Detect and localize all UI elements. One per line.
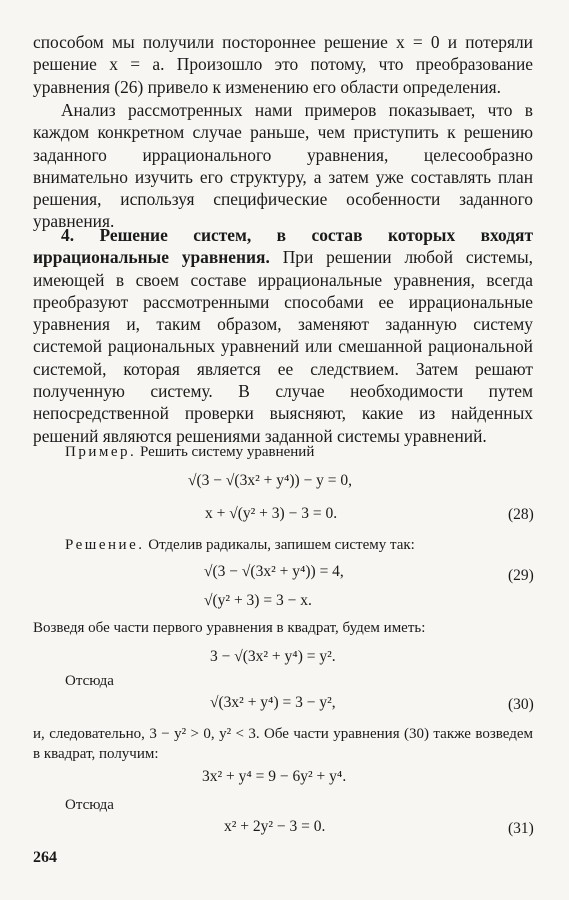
equation-29-line-2: √(y² + 3) = 3 − x. bbox=[204, 592, 312, 609]
example-line bbox=[65, 442, 314, 462]
equation-28-line-1: √(3 − √(3x² + y⁴)) − y = 0, bbox=[188, 472, 353, 489]
solution-line bbox=[65, 535, 415, 555]
equation-30: √(3x² + y⁴) = 3 − y², bbox=[210, 694, 336, 711]
text-square: Возведя обе части первого уравнения в квадрат, будем иметь: bbox=[33, 620, 426, 636]
equation-expand: 3x² + y⁴ = 9 − 6y² + y⁴. bbox=[202, 768, 347, 785]
paragraph-1: способом мы получили постороннее решение x = 0 и потеряли решение x = a. Произошло это потому, что преобразование уравнения (26) привело к изменению его области определения. bbox=[33, 32, 533, 97]
solution-label: Решение. bbox=[65, 537, 145, 553]
equation-29-line-1: √(3 − √(3x² + y⁴)) = 4, bbox=[204, 563, 344, 580]
text-otsyuda-1: Отсюда bbox=[65, 673, 114, 689]
equation-30-number: (30) bbox=[508, 696, 534, 713]
equation-square: 3 − √(3x² + y⁴) = y². bbox=[210, 648, 336, 665]
equation-31-number: (31) bbox=[508, 820, 534, 837]
page-number: 264 bbox=[33, 849, 57, 866]
equation-28-line-2: x + √(y² + 3) − 3 = 0. bbox=[205, 505, 338, 522]
text-consequently: и, следовательно, 3 − y² > 0, y² < 3. Обе части уравнения (30) также возведем в квадрат, получим: bbox=[33, 726, 533, 762]
example-label: Пример. bbox=[65, 444, 137, 460]
solution-text: Отделив радикалы, запишем систему так: bbox=[148, 537, 415, 553]
section-body: При решении любой системы, имеющей в своем составе иррациональные уравнения, всегда преобразуют рассмотренными способами ее иррациональные уравнения и, таким образом, заменяют заданную систему системой рациональных уравнений или смешанной рациональной системой, которая является ее следствием. Затем решают полученную систему. В случае необходимости путем непосредственной проверки выясняют, какие из найденных решений являются решениями заданной системы уравнений. bbox=[33, 247, 533, 446]
text-otsyuda-2: Отсюда bbox=[65, 797, 114, 813]
section-heading: 4. Решение систем, в состав которых входят иррациональные уравнения. bbox=[33, 225, 533, 268]
paragraph-3 bbox=[33, 224, 533, 447]
equation-28-number: (28) bbox=[508, 506, 534, 523]
paragraph-2: Анализ рассмотренных нами примеров показывает, что в каждом конкретном случае раньше, чем приступить к решению заданного иррационального уравнения, целесообразно внимательно изучить его структуру, а затем уже составлять план решения, используя специфические особенности заданного уравнения. bbox=[33, 100, 533, 232]
example-text: Решить систему уравнений bbox=[140, 444, 315, 460]
equation-29-number: (29) bbox=[508, 567, 534, 584]
equation-31: x² + 2y² − 3 = 0. bbox=[224, 818, 326, 835]
